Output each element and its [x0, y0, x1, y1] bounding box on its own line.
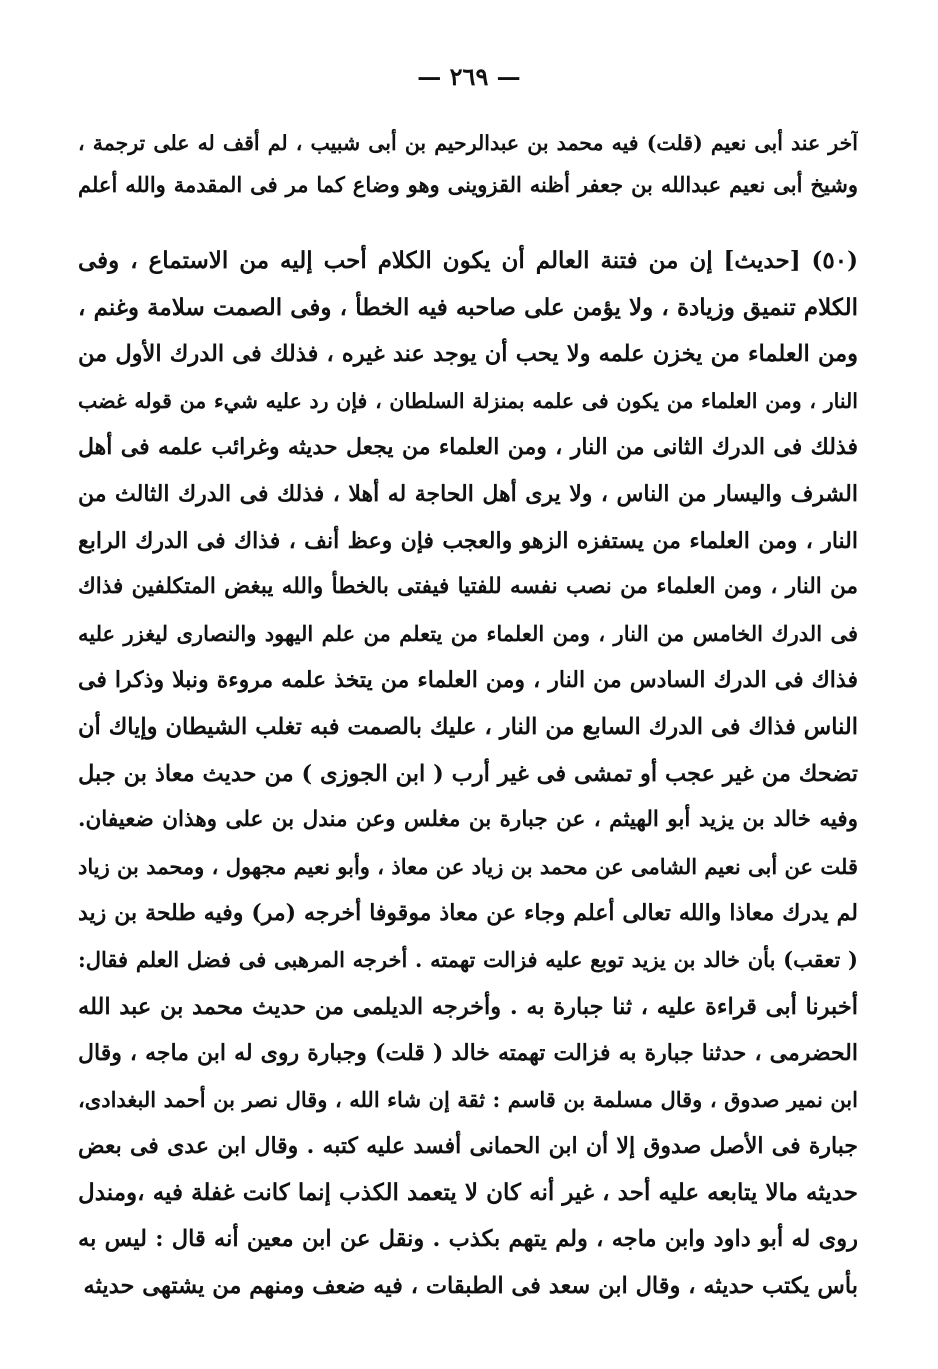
- text-line: جبارة فى الأصل صدوق إلا أن ابن الحمانى أفسد عليه كتبه . وقال ابن عدى فى بعض: [78, 1133, 858, 1160]
- text-line: الكلام تنميق وزيادة ، ولا يؤمن على صاحبه فيه الخطأ ، وفى الصمت سلامة وغنم ،: [78, 293, 858, 321]
- text-line: ابن نمير صدوق ، وقال مسلمة بن قاسم : ثقة إن شاء الله ، وقال نصر بن أحمد البغدادى،: [78, 1086, 858, 1112]
- text-line: وفيه خالد بن يزيد أبو الهيثم ، عن جبارة بن مغلس وعن مندل بن على وهذان ضعيفان.: [78, 807, 858, 833]
- text-line: حديثه مالا يتابعه عليه أحد ، غير أنه كان لا يتعمد الكذب إنما كانت غفلة فيه ،ومندل: [78, 1178, 858, 1206]
- text-line: روى له أبو داود وابن ماجه ، ولم يتهم بكذب . ونقل عن ابن معين أنه قال : ليس به: [78, 1226, 858, 1253]
- text-line: ومن العلماء من يخزن علمه ولا يحب أن يوجد عند غيره ، فذلك فى الدرك الأول من: [78, 341, 858, 368]
- text-line: الحضرمى ، حدثنا جبارة به فزالت تهمته خالد ( قلت) وجبارة روى له ابن ماجه ، وقال: [78, 1040, 858, 1067]
- text-line: الناس فذاك فى الدرك السابع من النار ، عليك بالصمت فبه تغلب الشيطان وإياك أن: [78, 713, 858, 740]
- text-line: بأس يكتب حديثه ، وقال ابن سعد فى الطبقات ، فيه ضعف ومنهم من يشتهى حديثه: [83, 1273, 858, 1300]
- text-line: لم يدرك معاذا والله تعالى أعلم وجاء عن معاذ موقوفا أخرجه (مر) وفيه طلحة بن زيد: [78, 900, 858, 927]
- text-line: قلت عن أبى نعيم الشامى عن محمد بن زياد عن معاذ ، وأبو نعيم مجهول ، ومحمد بن زياد: [78, 853, 858, 879]
- text-line: تضحك من غير عجب أو تمشى فى غير أرب ( ابن الجوزى ) من حديث معاذ بن جبل: [78, 760, 858, 787]
- text-line: فذلك فى الدرك الثانى من النار ، ومن العلماء من يجعل حديثه وغرائب علمه فى أهل: [78, 434, 858, 461]
- text-line: الشرف واليسار من الناس ، ولا يرى أهل الحاجة له أهلا ، فذلك فى الدرك الثالث من: [78, 480, 858, 507]
- text-line: (٥٠) [حديث] إن من فتنة العالم أن يكون الكلام أحب إليه من الاستماع ، وفى: [78, 247, 858, 274]
- paragraph-1: [78, 122, 858, 206]
- text-line: آخر عند أبى نعيم (قلت) فيه محمد بن عبدالرحيم بن أبى شبيب ، لم أقف له على ترجمة ،: [78, 131, 858, 155]
- text-line: النار ، ومن العلماء من يستفزه الزهو والعجب فإن وعظ أنف ، فذاك فى الدرك الرابع: [78, 527, 858, 554]
- page-number: — ٢٦٩ —: [417, 62, 521, 91]
- text-line: وشيخ أبى نعيم عبدالله بن جعفر أظنه القزوينى وهو وضاع كما مر فى المقدمة والله أعلم: [78, 172, 858, 197]
- text-line: فذاك فى الدرك السادس من النار ، ومن العلماء من يتخذ علمه مروءة ونبلا وذكرا فى: [78, 667, 858, 694]
- text-line: النار ، ومن العلماء من يكون فى علمه بمنزلة السلطان ، فإن رد عليه شيء من قوله غضب: [78, 388, 858, 413]
- text-line: ( تعقب) بأن خالد بن يزيد توبع عليه فزالت تهمته . أخرجه المرهبى فى فضل العلم فقال:: [78, 946, 858, 972]
- text-line: فى الدرك الخامس من النار ، ومن العلماء من يتعلم من علم اليهود والنصارى ليغزر عليه: [78, 620, 858, 646]
- paragraph-2: [78, 238, 858, 1310]
- text-line: من النار ، ومن العلماء من نصب نفسه للفتيا فيفتى بالخطأ والله يبغض المتكلفين فذاك: [78, 574, 858, 600]
- text-line: أخبرنا أبى قراءة عليه ، ثنا جبارة به . وأخرجه الديلمى من حديث محمد بن عبد الله: [78, 993, 858, 1020]
